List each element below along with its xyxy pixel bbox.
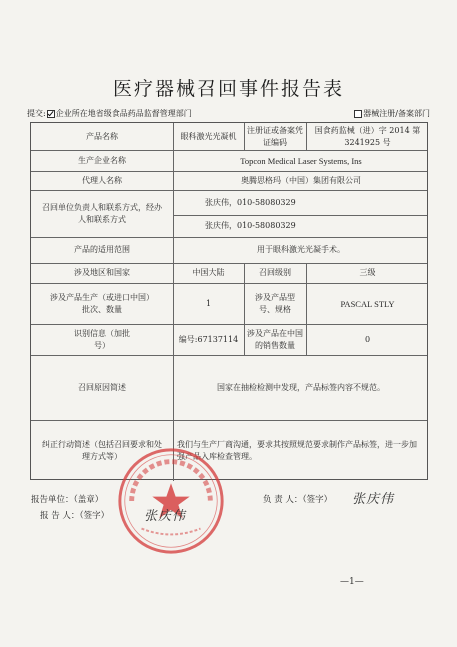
submit-line <box>27 108 430 119</box>
reason-value: 国家在抽检检测中发现，产品标签内容不规范。 <box>217 382 385 392</box>
submit-option-province: 企业所在地省级食品药品监督管理部门 <box>55 109 192 118</box>
report-table <box>30 122 428 480</box>
product-name-label: 产品名称 <box>86 131 118 141</box>
reporter-signature: 张庆伟 <box>144 509 187 524</box>
id-label: 识别信息（加批号） <box>74 328 130 350</box>
company-seal-icon <box>112 442 230 560</box>
report-unit-label: 报告单位：（盖章） <box>31 495 104 505</box>
agent-value: 奥腾思格玛（中国）集团有限公司 <box>241 175 361 185</box>
reporter-label: 报 告 人：（签字） <box>40 511 110 521</box>
batch-label: 涉及产品生产（或进口中国）批次、数量 <box>50 292 154 314</box>
reg-cert-value: 国食药监械（进）字 2014 第 3241925 号 <box>314 125 421 147</box>
level-value: 三级 <box>359 268 376 277</box>
action-value: 我们与生产厂商沟通，要求其按照规范要求制作产品标签，进一步加强产品入库检查管理。 <box>177 439 417 461</box>
level-label: 召回级别 <box>259 268 291 277</box>
model-value: PASCAL STLY <box>340 298 395 309</box>
batch-value: 1 <box>205 298 212 308</box>
sales-label: 涉及产品在中国的销售数量 <box>247 328 303 350</box>
model-label: 涉及产品型号、规格 <box>255 292 295 314</box>
reg-cert-label: 注册证或备案凭证编码 <box>247 125 303 147</box>
submit-option-registration: 器械注册/备案部门 <box>363 109 430 118</box>
agent-label: 代理人名称 <box>82 175 122 185</box>
manufacturer-label: 生产企业名称 <box>78 155 126 165</box>
scope-value: 用于眼科激光光凝手术。 <box>257 245 345 254</box>
contact-2: 张庆伟，010-58080329 <box>205 221 296 230</box>
checkbox-registration-icon[interactable] <box>354 110 362 118</box>
contact-1: 张庆伟，010-58080329 <box>205 197 296 207</box>
principal-signature: 张庆伟 <box>352 492 395 507</box>
submit-left <box>27 108 192 119</box>
manufacturer-value: Topcon Medical Laser Systems, Ins <box>240 155 362 166</box>
checkbox-province-icon[interactable] <box>47 110 55 118</box>
scope-label: 产品的适用范围 <box>74 245 130 254</box>
recall-contact-label: 召回单位负责人和联系方式，经办人和联系方式 <box>42 202 162 224</box>
reason-label: 召回原因简述 <box>78 382 126 392</box>
page-title: 医疗器械召回事件报告表 <box>112 78 344 100</box>
principal-label: 负 责 人：（签字） <box>263 495 333 505</box>
action-label: 纠正行动简述（包括召回要求和处理方式等） <box>42 439 162 461</box>
product-name-value: 眼科激光光凝机 <box>180 131 237 141</box>
submit-label: 提交: <box>27 109 46 118</box>
page-number: —1— <box>340 577 364 587</box>
submit-right <box>353 108 430 119</box>
region-label: 涉及地区和国家 <box>74 268 130 277</box>
sales-value: 0 <box>364 334 371 344</box>
region-value: 中国大陆 <box>192 268 225 277</box>
id-value: 编号:67137114 <box>178 334 239 344</box>
